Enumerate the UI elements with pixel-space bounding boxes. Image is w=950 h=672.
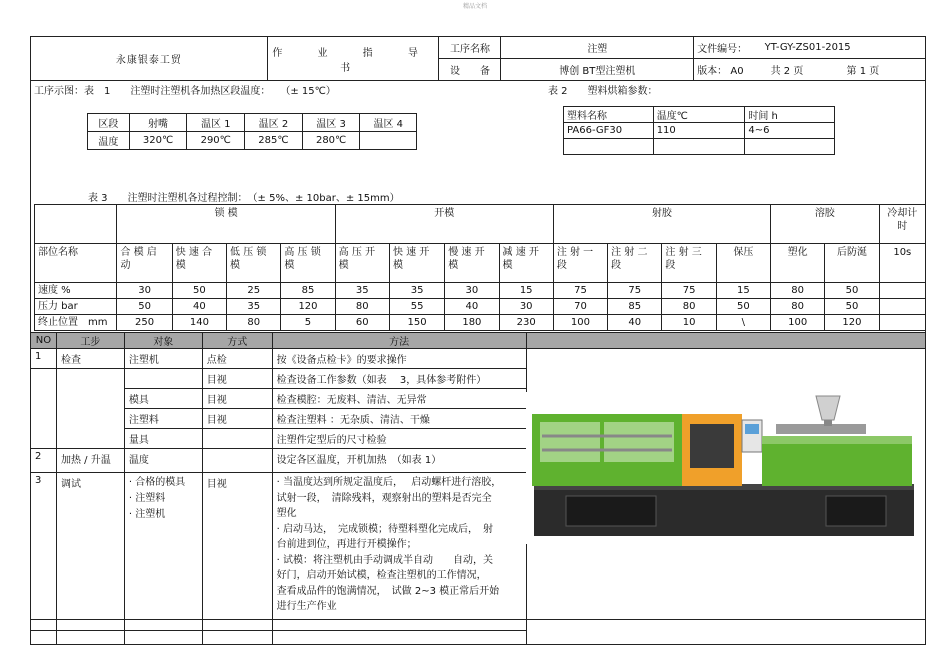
mold-plate (690, 424, 734, 468)
value-cell: 35 (389, 283, 444, 299)
step-no: 1 (31, 349, 57, 369)
table2-cell: 110 (653, 123, 745, 139)
process-control-table (34, 204, 926, 331)
value-cell: 50 (825, 299, 879, 315)
method-line: 试射一段， 清除残料，观察射出的塑料是否完全 (276, 492, 492, 504)
group-cooling: 冷却计时 (879, 205, 925, 244)
value-cell: 80 (771, 283, 825, 299)
step-object: 注塑机 (124, 349, 202, 369)
table1-cell: 温度 (88, 132, 130, 150)
step-name: 加热 / 升温 (56, 449, 124, 473)
step-object: 量具 (124, 429, 202, 449)
table2-header-cell: 时间 h (745, 107, 835, 123)
step-object: 模具 (124, 389, 202, 409)
company-name: 永康银泰工贸 (31, 37, 268, 81)
sub-header-cell: 快 速 合 模 (172, 244, 226, 283)
sub-header-cell: 注 射 二 段 (608, 244, 662, 283)
step-method-detail (272, 473, 526, 631)
step-method: 检查设备工作参数（如表 3，具体参考附件） (272, 369, 526, 389)
step-row (31, 349, 926, 369)
table1-header-cell: 温区 1 (187, 114, 245, 132)
group-clamp: 锁 模 (117, 205, 335, 244)
steps-header-row (31, 333, 926, 349)
base-panel (566, 496, 656, 526)
table1-cell (360, 132, 417, 150)
step-object: 温度 (124, 449, 202, 473)
step-mode: 目视 (202, 409, 272, 429)
value-cell (879, 299, 925, 315)
injection-molding-machine-image (526, 392, 918, 544)
table3-corner-cell (35, 205, 117, 244)
version-label: 版本： (697, 66, 728, 77)
step-name (56, 369, 124, 389)
table1-cell: 290℃ (187, 132, 245, 150)
table1-header-cell: 射嘴 (129, 114, 187, 132)
value-cell: 70 (553, 299, 607, 315)
value-cell: 40 (445, 299, 499, 315)
barrel (776, 424, 866, 434)
page-info (762, 59, 926, 81)
sub-header-cell: 后防涎 (825, 244, 879, 283)
table1-header-cell: 温区 2 (245, 114, 303, 132)
step-method: 检查注塑料 ：无杂质、清洁、干燥 (272, 409, 526, 429)
value-cell: 50 (716, 299, 770, 315)
method-line: 台前进到位，再进行开模操作； (276, 539, 417, 550)
watermark: 精品文档 (462, 3, 487, 10)
value-cell: 75 (553, 283, 607, 299)
value-cell: 75 (608, 283, 662, 299)
value-cell: 120 (281, 299, 335, 315)
header-table (30, 36, 926, 81)
diagram-line: 工序示图：表 1 注塑时注塑机各加热区段温度： （± 15℃） (34, 86, 336, 97)
value-cell: 55 (389, 299, 444, 315)
empty-cell (272, 631, 526, 645)
table2-empty-cell (653, 139, 745, 155)
value-cell: 30 (499, 299, 553, 315)
steps-header-cell: 对象 (124, 333, 202, 349)
step-mode (202, 449, 272, 473)
total-pages: 共 2 页 (770, 66, 804, 77)
step-method: 注塑件定型后的尺寸检验 (272, 429, 526, 449)
method-line: 查看成品件的饱满情况， 试做 2~3 模正常后开始 (276, 585, 500, 597)
step-no: 2 (31, 449, 57, 473)
step-name (56, 409, 124, 429)
table2-cell: 4~6 (745, 123, 835, 139)
table3-position-row (35, 315, 926, 331)
step-mode: 目视 (202, 389, 272, 409)
row-label: 压力 bar (35, 299, 117, 315)
value-cell: 50 (825, 283, 879, 299)
step-name (56, 429, 124, 449)
sub-header-cell: 高 压 锁 模 (281, 244, 335, 283)
value-cell: 100 (771, 315, 825, 331)
table2-empty-cell (564, 139, 654, 155)
hopper-neck (824, 420, 832, 426)
step-name: 调试 (56, 473, 124, 631)
value-cell: 5 (281, 315, 335, 331)
value-cell: 120 (825, 315, 879, 331)
part-name-label: 部位名称 (35, 244, 117, 283)
table1-cell: 285℃ (245, 132, 303, 150)
table3-sub-row (35, 244, 926, 283)
clamp-window (540, 422, 600, 462)
doc-no-value: YT-GY-ZS01-2015 (762, 37, 926, 59)
empty-cell (202, 631, 272, 645)
table3-caption: 表 3 注塑时注塑机各过程控制： （± 5%、± 10bar、± 15mm） (88, 193, 400, 204)
step-method: 检查模腔：无废料、清洁、无异常 (272, 389, 526, 409)
process-name-label: 工序名称 (439, 37, 501, 59)
table1-header-row (88, 114, 417, 132)
value-cell (879, 283, 925, 299)
sub-header-cell: 合 模 启 动 (117, 244, 172, 283)
method-line: · 启动马达， 完成锁模；待塑料塑化完成后， 射 (276, 523, 494, 535)
method-line: · 试模：将注塑机由手动调成半自动 自动，关 (276, 554, 494, 566)
sub-header-cell: 低 压 锁 模 (227, 244, 281, 283)
object-line: · 注塑机 (128, 509, 166, 520)
value-cell: 40 (172, 299, 226, 315)
sub-header-cell: 注 射 三 段 (662, 244, 716, 283)
doc-title: 作 业 指 导 书 (267, 37, 439, 81)
table1-header-cell: 温区 4 (360, 114, 417, 132)
page-number: 第 1 页 (846, 66, 880, 77)
version-value: A0 (730, 66, 744, 77)
method-line: 好门，启动开始试模，检查注塑机的工作情况， (276, 570, 487, 581)
table2-caption: 表 2 塑料烘箱参数： (548, 86, 658, 97)
row-label: 终止位置 mm (35, 315, 117, 331)
value-cell: 35 (335, 283, 389, 299)
step-mode: 目视 (202, 473, 272, 631)
value-cell: 50 (117, 299, 172, 315)
step-no (31, 389, 57, 409)
method-line: · 当温度达到所规定温度后， 启动螺杆进行溶胶， (276, 477, 502, 488)
value-cell: 10 (662, 315, 716, 331)
process-name-value: 注塑 (501, 37, 694, 59)
table1-header-cell: 区段 (88, 114, 130, 132)
injection-unit-green (762, 442, 912, 486)
table1-cell: 320℃ (129, 132, 187, 150)
clamp-window (604, 422, 674, 462)
sub-header-cell: 注 射 一 段 (553, 244, 607, 283)
table1-cell: 280℃ (302, 132, 360, 150)
steps-header-cell: NO (31, 333, 57, 349)
value-cell: 230 (499, 315, 553, 331)
table3-pressure-row (35, 299, 926, 315)
value-cell: 85 (608, 299, 662, 315)
value-cell: 80 (662, 299, 716, 315)
sub-header-cell: 塑化 (771, 244, 825, 283)
steps-header-cell: 方式 (202, 333, 272, 349)
table1-header-cell: 温区 3 (302, 114, 360, 132)
steps-header-cell: 方法 (272, 333, 526, 349)
sub-header-cell: 高 压 开 模 (335, 244, 389, 283)
step-no (31, 369, 57, 389)
table1-value-row (88, 132, 417, 150)
value-cell: 50 (172, 283, 226, 299)
steps-header-fill (526, 333, 925, 349)
table2-header-cell: 塑料名称 (564, 107, 654, 123)
injection-unit-top (762, 436, 912, 444)
value-cell: 85 (281, 283, 335, 299)
step-mode: 点检 (202, 349, 272, 369)
value-cell: 30 (445, 283, 499, 299)
step-mode: 目视 (202, 369, 272, 389)
table2-header-cell: 温度℃ (653, 107, 745, 123)
sub-header-cell: 保压 (716, 244, 770, 283)
heating-zone-table (87, 113, 417, 150)
value-cell: 75 (662, 283, 716, 299)
value-cell: 15 (499, 283, 553, 299)
value-cell: 35 (227, 299, 281, 315)
group-inject: 射胶 (553, 205, 770, 244)
table3-group-row (35, 205, 926, 244)
step-mode (202, 429, 272, 449)
oven-param-table (563, 106, 835, 155)
sub-header-cell: 减 速 开 模 (499, 244, 553, 283)
value-cell: 40 (608, 315, 662, 331)
step-no (31, 429, 57, 449)
base-panel (826, 496, 886, 526)
value-cell: 140 (172, 315, 226, 331)
value-cell: 80 (335, 299, 389, 315)
value-cell: 60 (335, 315, 389, 331)
value-cell: 250 (117, 315, 172, 331)
step-method: 按《设备点检卡》的要求操作 (272, 349, 526, 369)
step-objects (124, 473, 202, 631)
value-cell: \ (716, 315, 770, 331)
value-cell: 100 (553, 315, 607, 331)
step-object (124, 369, 202, 389)
sub-header-cell: 快 速 开 模 (389, 244, 444, 283)
group-open: 开模 (335, 205, 553, 244)
equipment-value: 博创 BT型注塑机 (501, 59, 694, 81)
step-name (56, 389, 124, 409)
step-no: 3 (31, 473, 57, 631)
step-name: 检查 (56, 349, 124, 369)
value-cell: 15 (716, 283, 770, 299)
steps-header-cell: 工步 (56, 333, 124, 349)
control-screen (745, 424, 759, 434)
row-label: 速度 % (35, 283, 117, 299)
empty-cell (124, 631, 202, 645)
value-cell: 150 (389, 315, 444, 331)
table2-empty-cell (745, 139, 835, 155)
empty-cell (31, 631, 57, 645)
empty-cell (56, 631, 124, 645)
sub-header-cell: 慢 速 开 模 (445, 244, 499, 283)
step-object: 注塑料 (124, 409, 202, 429)
equipment-label: 设 备 (439, 59, 501, 81)
step-method: 设定各区温度，开机加热 （如表 1） (272, 449, 526, 473)
value-cell: 25 (227, 283, 281, 299)
group-melt: 溶胶 (771, 205, 880, 244)
value-cell: 80 (227, 315, 281, 331)
table2-cell: PA66-GF30 (564, 123, 654, 139)
doc-no-label: 文件编号： (694, 37, 762, 59)
table3-speed-row (35, 283, 926, 299)
object-line: · 合格的模具 (128, 477, 186, 488)
value-cell: 180 (445, 315, 499, 331)
method-line: 塑化 (276, 508, 297, 519)
value-cell: 80 (771, 299, 825, 315)
cooling-time: 10s (879, 244, 925, 283)
value-cell: 30 (117, 283, 172, 299)
method-line: 进行生产作业 (276, 601, 337, 612)
value-cell (879, 315, 925, 331)
object-line: · 注塑料 (128, 493, 166, 504)
version-cell (694, 59, 762, 81)
step-no (31, 409, 57, 429)
